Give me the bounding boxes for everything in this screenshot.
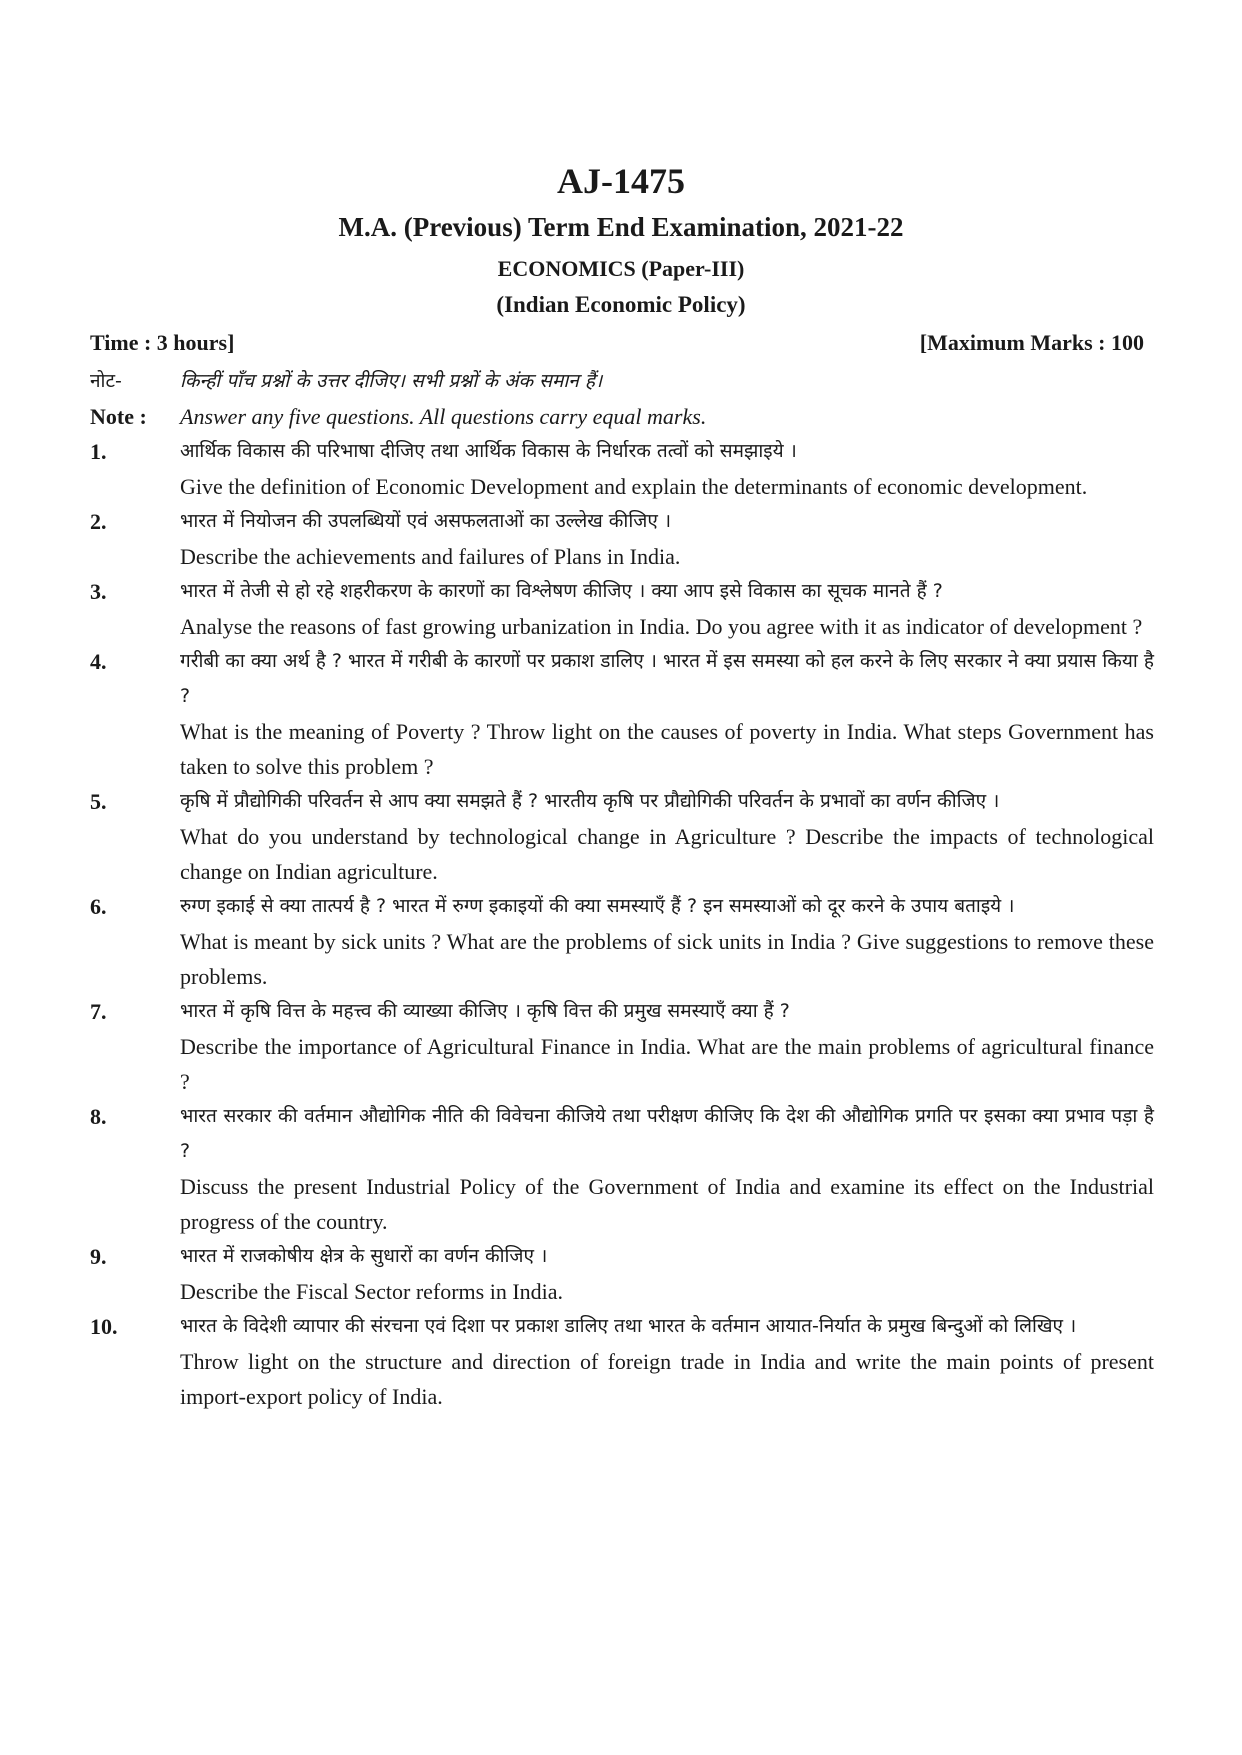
question-text xyxy=(180,1239,1154,1309)
question-text-english: What is meant by sick units ? What are the problems of sick units in India ? Give suggestions to remove these problems. xyxy=(180,929,1154,989)
question-text xyxy=(180,1309,1154,1414)
question-text-hindi: भारत में तेजी से हो रहे शहरीकरण के कारणों का विश्लेषण कीजिए । क्या आप इसे विकास का सूचक मानते हैं ? xyxy=(180,580,943,602)
question-text xyxy=(180,994,1154,1099)
question-number: 8. xyxy=(90,1104,107,1129)
question-number: 3. xyxy=(90,579,107,604)
question-text-english: Give the definition of Economic Development and explain the determinants of economic development. xyxy=(180,474,1088,499)
english-note-text: Answer any five questions. All questions carry equal marks. xyxy=(180,404,707,429)
question-item xyxy=(90,994,1154,1099)
question-item xyxy=(90,434,1154,504)
question-item xyxy=(90,784,1154,889)
question-text-english: Describe the achievements and failures of Plans in India. xyxy=(180,544,681,569)
question-item xyxy=(90,1099,1154,1239)
hindi-note-text: किन्हीं पाँच प्रश्नों के उत्तर दीजिए। सभी प्रश्नों के अंक समान हैं। xyxy=(180,370,603,392)
english-note-row xyxy=(90,399,1154,434)
question-text-english: What do you understand by technological change in Agriculture ? Describe the impacts of technological change on Indian agriculture. xyxy=(180,824,1154,884)
question-text xyxy=(180,434,1154,504)
question-number: 10. xyxy=(90,1314,118,1339)
english-note-label: Note : xyxy=(90,404,147,429)
question-text xyxy=(180,574,1154,644)
exam-meta-row xyxy=(90,330,1144,356)
question-paper-body xyxy=(90,364,1154,1414)
exam-title: M.A. (Previous) Term End Examination, 2021-22 xyxy=(338,212,904,242)
question-text xyxy=(180,784,1154,889)
question-text xyxy=(180,644,1154,784)
question-item xyxy=(90,574,1154,644)
question-number: 9. xyxy=(90,1244,107,1269)
question-text-english: Describe the importance of Agricultural Finance in India. What are the main problems of agricultural finance ? xyxy=(180,1034,1154,1094)
question-item xyxy=(90,1239,1154,1309)
question-number: 5. xyxy=(90,789,107,814)
question-number: 6. xyxy=(90,894,107,919)
subject-title: ECONOMICS (Paper-III) xyxy=(497,256,745,281)
question-text-english: Throw light on the structure and direction of foreign trade in India and write the main points of present import-export policy of India. xyxy=(180,1349,1154,1409)
paper-code: AJ-1475 xyxy=(557,161,685,201)
question-text-hindi: भारत में राजकोषीय क्षेत्र के सुधारों का वर्णन कीजिए । xyxy=(180,1245,548,1267)
question-text-english: Analyse the reasons of fast growing urbanization in India. Do you agree with it as indicator of development ? xyxy=(180,614,1143,639)
question-number: 2. xyxy=(90,509,107,534)
question-text-english: Describe the Fiscal Sector reforms in India. xyxy=(180,1279,564,1304)
question-item xyxy=(90,504,1154,574)
time-allowed: Time : 3 hours] xyxy=(90,330,235,355)
hindi-note-label: नोट- xyxy=(90,370,122,392)
question-text-english: Discuss the present Industrial Policy of the Government of India and examine its effect on the Industrial progress of the country. xyxy=(180,1174,1154,1234)
question-text-hindi: कृषि में प्रौद्योगिकी परिवर्तन से आप क्या समझते हैं ? भारतीय कृषि पर प्रौद्योगिकी परिवर्तन के प्रभावों का वर्णन कीजिए । xyxy=(180,790,1000,812)
question-text-hindi: रुग्ण इकाई से क्या तात्पर्य है ? भारत में रुग्ण इकाइयों की क्या समस्याएँ हैं ? इन समस्याओं को दूर करने के उपाय बताइये । xyxy=(180,895,1015,917)
maximum-marks: [Maximum Marks : 100 xyxy=(919,330,1144,355)
paper-subtitle: (Indian Economic Policy) xyxy=(496,292,746,317)
question-item xyxy=(90,889,1154,994)
question-list xyxy=(90,434,1154,1414)
question-text xyxy=(180,889,1154,994)
question-text-hindi: भारत के विदेशी व्यापार की संरचना एवं दिशा पर प्रकाश डालिए तथा भारत के वर्तमान आयात-निर्यात के प्रमुख बिन्दुओं को लिखिए । xyxy=(180,1315,1077,1337)
question-item xyxy=(90,1309,1154,1414)
question-number: 4. xyxy=(90,649,107,674)
question-text-hindi: भारत सरकार की वर्तमान औद्योगिक नीति की विवेचना कीजिये तथा परीक्षण कीजिए कि देश की औद्योगिक प्रगति पर इसका क्या प्रभाव पड़ा है ? xyxy=(180,1105,1154,1162)
question-text-hindi: भारत में नियोजन की उपलब्धियों एवं असफलताओं का उल्लेख कीजिए । xyxy=(180,510,672,532)
question-text xyxy=(180,1099,1154,1239)
question-number: 1. xyxy=(90,439,107,464)
question-text-hindi: भारत में कृषि वित्त के महत्त्व की व्याख्या कीजिए । कृषि वित्त की प्रमुख समस्याएँ क्या हैं ? xyxy=(180,1000,790,1022)
question-number: 7. xyxy=(90,999,107,1024)
question-item xyxy=(90,644,1154,784)
question-text-english: What is the meaning of Poverty ? Throw light on the causes of poverty in India. What steps Government has taken to solve this problem ? xyxy=(180,719,1154,779)
hindi-note-row xyxy=(90,364,1154,399)
question-text xyxy=(180,504,1154,574)
question-text-hindi: आर्थिक विकास की परिभाषा दीजिए तथा आर्थिक विकास के निर्धारक तत्वों को समझाइये । xyxy=(180,440,797,462)
question-text-hindi: गरीबी का क्या अर्थ है ? भारत में गरीबी के कारणों पर प्रकाश डालिए । भारत में इस समस्या को हल करने के लिए सरकार ने क्या प्रयास किया है ? xyxy=(180,650,1154,707)
